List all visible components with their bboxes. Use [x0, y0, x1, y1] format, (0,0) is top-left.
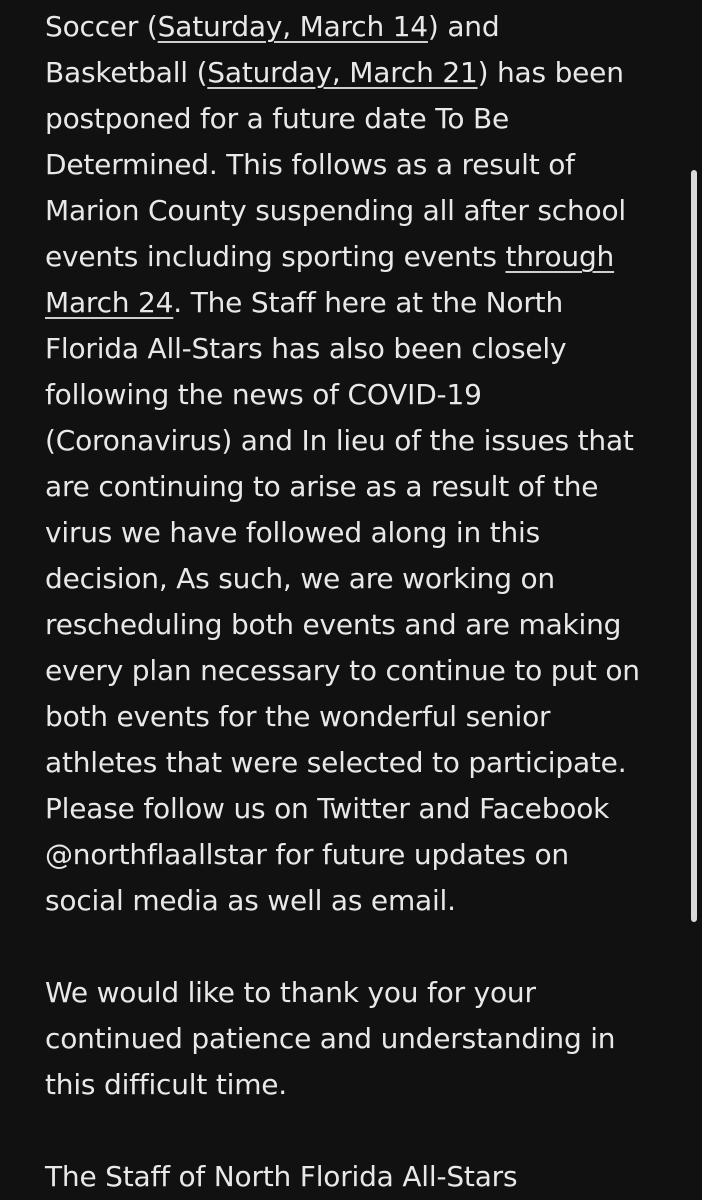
note-line — [45, 280, 685, 326]
note-line: (Coronavirus) and In lieu of the issues that — [45, 424, 634, 457]
note-line — [45, 50, 685, 96]
vertical-scrollbar[interactable] — [691, 170, 697, 922]
date-link-march-21[interactable]: Saturday, March 21 — [207, 56, 478, 89]
note-line: We would like to thank you for your — [45, 976, 536, 1009]
note-line: both events for the wonderful senior — [45, 700, 551, 733]
note-line: this difficult time. — [45, 1068, 287, 1101]
note-line — [45, 4, 685, 50]
text-segment: ) has been — [477, 56, 624, 89]
text-segment: ) and — [427, 10, 500, 43]
note-line: postponed for a future date To Be — [45, 102, 510, 135]
note-line: decision, As such, we are working on — [45, 562, 555, 595]
note-line: Please follow us on Twitter and Facebook — [45, 792, 610, 825]
paragraph-gap — [45, 1108, 685, 1154]
note-line: Florida All-Stars has also been closely — [45, 332, 567, 365]
note-body[interactable] — [45, 4, 685, 1200]
text-segment: events including sporting events — [45, 240, 506, 273]
date-link-march-14[interactable]: Saturday, March 14 — [157, 10, 428, 43]
date-link-march-24[interactable]: March 24 — [45, 286, 174, 319]
note-line: social media as well as email. — [45, 884, 456, 917]
note-line: rescheduling both events and are making — [45, 608, 622, 641]
date-link-through[interactable]: through — [505, 240, 615, 273]
text-segment: Basketball ( — [45, 56, 208, 89]
note-line: virus we have followed along in this — [45, 516, 541, 549]
note-line: Determined. This follows as a result of — [45, 148, 575, 181]
note-line: athletes that were selected to participate. — [45, 746, 627, 779]
text-segment: Soccer ( — [45, 10, 158, 43]
note-line: @northflaallstar for future updates on — [45, 838, 569, 871]
signature-line: The Staff of North Florida All-Stars — [45, 1160, 518, 1193]
note-line: every plan necessary to continue to put on — [45, 654, 640, 687]
note-line — [45, 234, 685, 280]
note-line: Marion County suspending all after school — [45, 194, 626, 227]
note-line: are continuing to arise as a result of the — [45, 470, 599, 503]
paragraph-gap — [45, 924, 685, 970]
note-line: continued patience and understanding in — [45, 1022, 616, 1055]
note-line: following the news of COVID-19 — [45, 378, 482, 411]
text-segment: . The Staff here at the North — [173, 286, 563, 319]
